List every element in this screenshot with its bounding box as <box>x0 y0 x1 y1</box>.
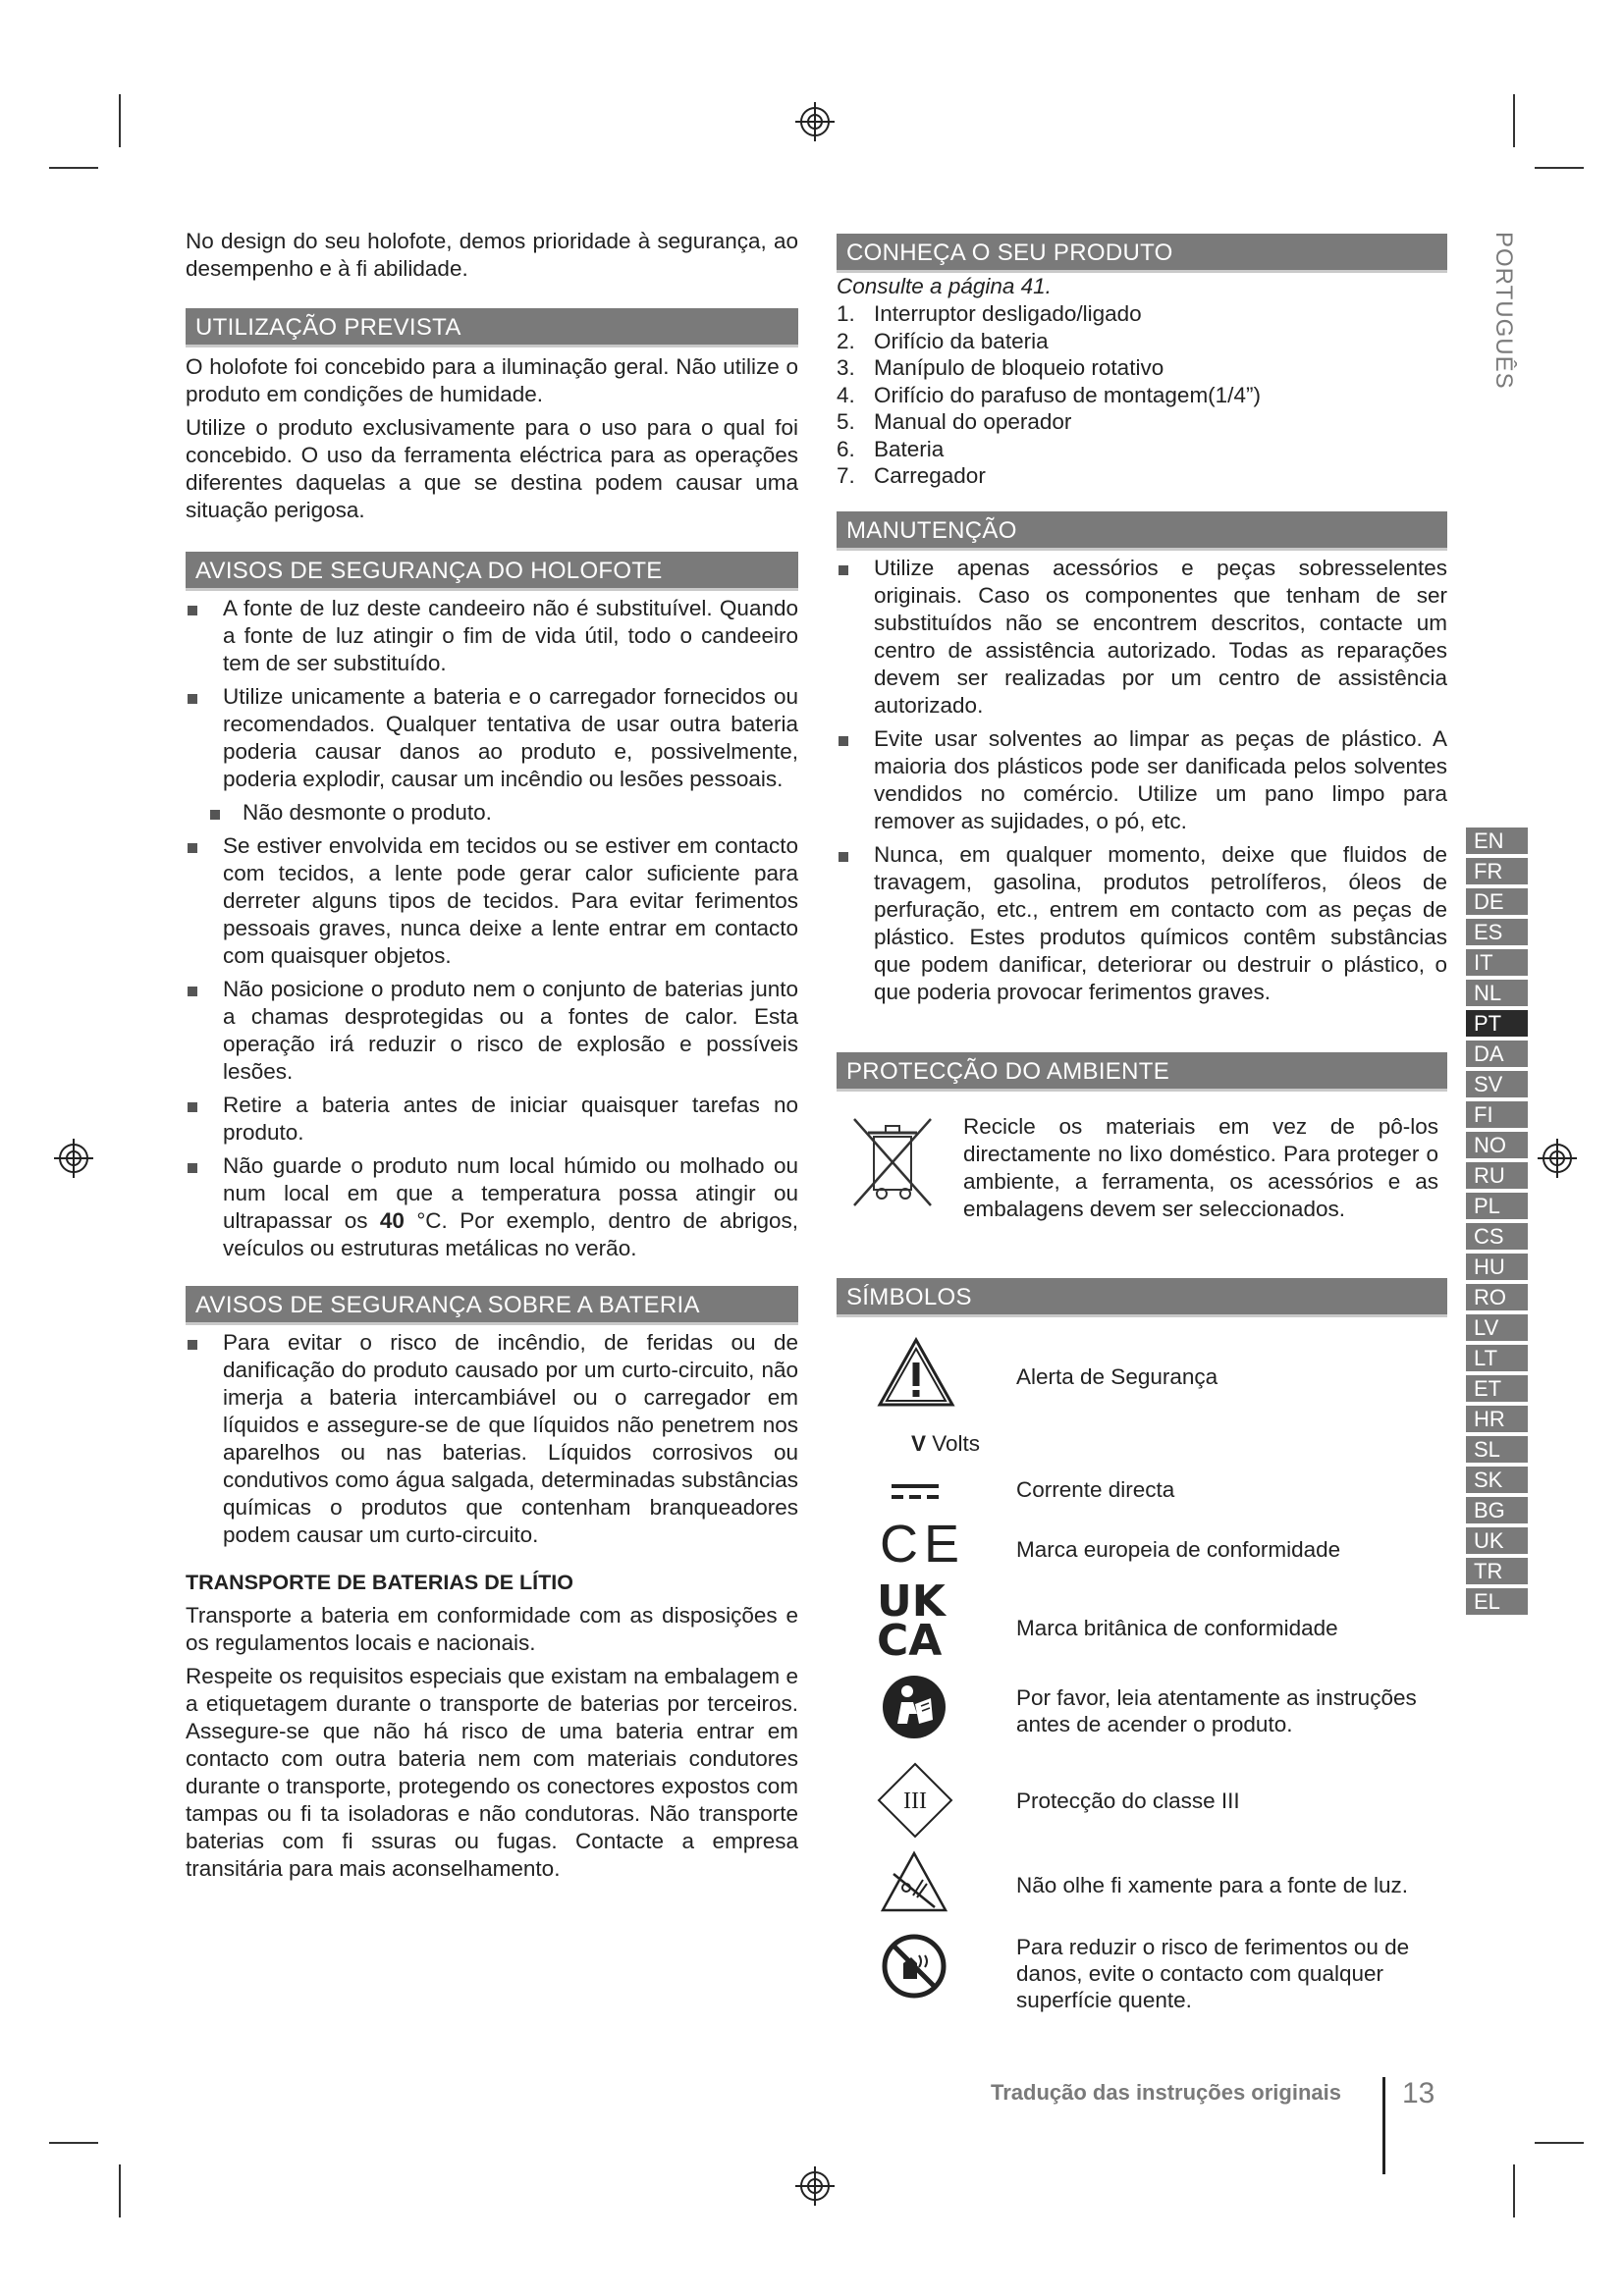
symbol-volts: V Volts <box>911 1431 981 1456</box>
transport-text: Respeite os requisitos especiais que existam na embalagem e a etiquetagem durante o transporte de baterias por terceiros. Assegure-se que não há risco de uma bateria entrar em contacto com outra bateria nem com materiais condutores durante o transporte, protegendo os conectores expostos com tampas ou fi ta isoladoras e não condutoras. Não transporte baterias com fi ssuras ou fugas. Contacte a empresa transitária para mais aconselhamento. <box>186 1664 798 1881</box>
footer-divider <box>1382 2077 1385 2174</box>
class-iii-icon <box>877 1762 953 1839</box>
list-item: Se estiver envolvida em tecidos ou se estiver em contacto com tecidos, a lente pode gerar calor suficiente para derreter alguns tipos de tecidos. Para evitar ferimentos pessoais graves, nunca deixe a lente entrar em contacto com quaisquer objetos. <box>186 832 798 970</box>
language-tab-it[interactable]: IT <box>1466 949 1528 976</box>
crop-mark <box>1535 167 1584 169</box>
list-number: 7. <box>837 463 855 488</box>
registration-mark-icon <box>1538 1139 1577 1178</box>
crop-mark <box>1513 94 1515 147</box>
symbol-label-ukca: Marca britânica de conformidade <box>1016 1616 1338 1640</box>
language-tab-tr[interactable]: TR <box>1466 1558 1528 1584</box>
bullet-icon <box>210 810 220 820</box>
side-language-label: PORTUGUÊS <box>1490 232 1517 390</box>
crossed-bin-icon <box>850 1115 935 1209</box>
section-heading-intended-use: UTILIZAÇÃO PREVISTA <box>186 308 798 347</box>
list-item: Utilize unicamente a bateria e o carregador fornecidos ou recomendados. Qualquer tentativa de usar outra bateria poderia causar danos ao produto e, possivelmente, poderia explodir, causar um incêndio ou lesões pessoais. <box>186 683 798 793</box>
crop-mark <box>119 2164 121 2217</box>
language-tab-sv[interactable]: SV <box>1466 1071 1528 1097</box>
bullet-icon <box>188 694 197 704</box>
page-number: 13 <box>1402 2077 1435 2109</box>
list-number: 2. <box>837 328 855 353</box>
symbol-label-read: Por favor, leia atentamente as instruções antes de acender o produto. <box>1016 1685 1417 1736</box>
bullet-icon <box>839 852 848 862</box>
language-tab-hu[interactable]: HU <box>1466 1254 1528 1280</box>
list-item: Não guarde o produto num local húmido ou molhado ou num local em que a temperatura possa atingir ou ultrapassar os 40 °C. Por exemplo, dentro de abrigos, veículos ou estruturas metálicas no verão. <box>186 1152 798 1262</box>
symbol-label-dc: Corrente directa <box>1016 1477 1175 1502</box>
know-product-subtitle: Consulte a página 41. <box>837 274 1052 298</box>
bullet-icon <box>188 1340 197 1350</box>
intended-use-text: Utilize o produto exclusivamente para o uso para o qual foi concebido. O uso da ferramenta eléctrica para as operações diferentes daquelas a que se destina podem causar uma situação perigosa. <box>186 415 798 522</box>
list-item <box>837 382 1447 409</box>
list-text: Manípulo de bloqueio rotativo <box>874 355 1164 380</box>
crop-mark <box>1513 2164 1515 2217</box>
section-heading-know-product: CONHEÇA O SEU PRODUTO <box>837 234 1447 273</box>
crop-mark <box>119 94 121 147</box>
intended-use-text: O holofote foi concebido para a iluminação geral. Não utilize o produto em condições de humidade. <box>186 354 798 406</box>
bullet-icon <box>188 987 197 996</box>
list-item: Não desmonte o produto. <box>186 799 798 827</box>
list-text: Orifício do parafuso de montagem(1/4”) <box>874 382 1261 407</box>
registration-mark-icon <box>795 102 835 141</box>
section-heading-maintenance: MANUTENÇÃO <box>837 511 1447 551</box>
list-item: Retire a bateria antes de iniciar quaisquer tarefas no produto. <box>186 1092 798 1147</box>
product-parts-list <box>837 300 1447 490</box>
list-item <box>837 300 1447 328</box>
svg-text:III: III <box>903 1789 927 1814</box>
crop-mark <box>1535 2142 1584 2144</box>
symbol-label-ce: Marca europeia de conformidade <box>1016 1537 1341 1562</box>
transport-heading: TRANSPORTE DE BATERIAS DE LÍTIO <box>186 1571 573 1594</box>
registration-mark-icon <box>795 2166 835 2206</box>
hot-surface-icon <box>882 1934 947 1999</box>
list-item: Utilize apenas acessórios e peças sobresselentes originais. Caso os componentes que tenham de ser substituídos não se encontrem descritos, contacte um centro de assistência autorizado. Todas as reparações devem ser realizadas por um centro de assistência autorizado. <box>837 555 1447 720</box>
language-tab-pt[interactable]: PT <box>1466 1010 1528 1037</box>
crop-mark <box>49 2142 98 2144</box>
list-item <box>837 436 1447 463</box>
warning-triangle-icon <box>877 1337 955 1408</box>
symbol-label-alert: Alerta de Segurança <box>1016 1364 1218 1389</box>
list-item: Para evitar o risco de incêndio, de feridas ou de danificação do produto causado por um curto-circuito, não imerja a bateria intercambiável ou o carregador em líquidos e assegure-se de que líquidos não penetrem nos aparelhos ou nas baterias. Líquidos corrosivos ou condutivos como água salgada, determinadas substâncias químicas o produtos que contenham branqueadores podem causar um curto-circuito. <box>186 1329 798 1549</box>
bullet-icon <box>188 843 197 853</box>
list-number: 6. <box>837 436 855 461</box>
list-number: 4. <box>837 382 855 407</box>
bullet-icon <box>188 1163 197 1173</box>
ce-mark-icon: CE <box>880 1515 966 1574</box>
language-tab-el[interactable]: EL <box>1466 1588 1528 1615</box>
footer-text: Tradução das instruções originais <box>991 2080 1341 2105</box>
language-tab-ro[interactable]: RO <box>1466 1284 1528 1310</box>
language-tab-lv[interactable]: LV <box>1466 1314 1528 1341</box>
language-tab-et[interactable]: ET <box>1466 1375 1528 1402</box>
language-tab-cs[interactable]: CS <box>1466 1223 1528 1250</box>
list-item <box>837 408 1447 436</box>
list-text: Interruptor desligado/ligado <box>874 301 1142 326</box>
language-tab-sk[interactable]: SK <box>1466 1467 1528 1493</box>
language-tab-sl[interactable]: SL <box>1466 1436 1528 1463</box>
list-text: Orifício da bateria <box>874 328 1049 353</box>
list-item <box>837 328 1447 355</box>
section-heading-battery-safety: AVISOS DE SEGURANÇA SOBRE A BATERIA <box>186 1286 798 1325</box>
language-tab-da[interactable]: DA <box>1466 1041 1528 1067</box>
transport-text: Transporte a bateria em conformidade com as disposições e os regulamentos locais e nacionais. <box>186 1603 798 1655</box>
registration-mark-icon <box>54 1139 93 1178</box>
symbol-label-no-stare: Não olhe fi xamente para a fonte de luz. <box>1016 1873 1409 1897</box>
environment-text: Recicle os materiais em vez de pô-los directamente no lixo doméstico. Para proteger o ambiente, a ferramenta, os acessórios e as embalagens devem ser seleccionados. <box>963 1114 1438 1221</box>
section-heading-environment: PROTECÇÃO DO AMBIENTE <box>837 1052 1447 1092</box>
list-text: Manual do operador <box>874 409 1072 434</box>
section-heading-symbols: SÍMBOLOS <box>837 1278 1447 1317</box>
list-item <box>837 462 1447 490</box>
bullet-icon <box>839 565 848 575</box>
bullet-icon <box>188 1102 197 1112</box>
list-item: Evite usar solventes ao limpar as peças de plástico. A maioria dos plásticos pode ser danificada pelos solventes vendidos no comércio. Utilize um pano limpo para remover as sujidades, o pó, etc. <box>837 725 1447 835</box>
intro-text: No design do seu holofote, demos prioridade à segurança, ao desempenho e à fi abilidade. <box>186 229 798 281</box>
list-item: Não posicione o produto nem o conjunto de baterias junto a chamas desprotegidas ou a fontes de calor. Esta operação irá reduzir o risco de explosão e possíveis lesões. <box>186 976 798 1086</box>
list-item: Nunca, em qualquer momento, deixe que fluidos de travagem, gasolina, produtos petrolíferos, óleos de perfuração, etc., entrem em contacto com as peças de plástico. Estes produtos químicos contêm substâncias que podem danificar, deteriorar ou destruir o plástico, o que poderia provocar ferimentos graves. <box>837 841 1447 1006</box>
section-heading-floodlight-safety: AVISOS DE SEGURANÇA DO HOLOFOTE <box>186 552 798 591</box>
language-tab-fi[interactable]: FI <box>1466 1101 1528 1128</box>
read-manual-icon <box>882 1675 947 1739</box>
no-stare-icon <box>880 1850 948 1913</box>
symbol-label-hot: Para reduzir o risco de ferimentos ou de danos, evite o contacto com qualquer superfície quente. <box>1016 1935 1410 2012</box>
language-tab-lt[interactable]: LT <box>1466 1345 1528 1371</box>
language-tab-nl[interactable]: NL <box>1466 980 1528 1006</box>
language-tab-bg[interactable]: BG <box>1466 1497 1528 1523</box>
language-tab-es[interactable]: ES <box>1466 919 1528 945</box>
bullet-icon <box>839 736 848 746</box>
language-tab-ru[interactable]: RU <box>1466 1162 1528 1189</box>
language-tab-hr[interactable]: HR <box>1466 1406 1528 1432</box>
language-tab-pl[interactable]: PL <box>1466 1193 1528 1219</box>
language-tab-fr[interactable]: FR <box>1466 858 1528 884</box>
crop-mark <box>49 167 98 169</box>
list-number: 3. <box>837 355 855 380</box>
language-tab-de[interactable]: DE <box>1466 888 1528 915</box>
direct-current-icon <box>892 1482 939 1502</box>
symbol-label-class3: Protecção do classe III <box>1016 1789 1240 1813</box>
list-item <box>837 354 1447 382</box>
bullet-icon <box>188 606 197 615</box>
language-tab-uk[interactable]: UK <box>1466 1527 1528 1554</box>
list-item: A fonte de luz deste candeeiro não é substituível. Quando a fonte de luz atingir o fim de vida útil, todo o candeeiro tem de ser substituído. <box>186 595 798 677</box>
ukca-mark-icon: UK CA <box>877 1576 946 1666</box>
left-column <box>186 228 798 1883</box>
right-column <box>837 234 1447 1006</box>
list-text: Bateria <box>874 436 945 461</box>
language-tab-en[interactable]: EN <box>1466 828 1528 854</box>
list-number: 1. <box>837 301 855 326</box>
list-text: Carregador <box>874 463 986 488</box>
list-number: 5. <box>837 409 855 434</box>
language-tab-no[interactable]: NO <box>1466 1132 1528 1158</box>
